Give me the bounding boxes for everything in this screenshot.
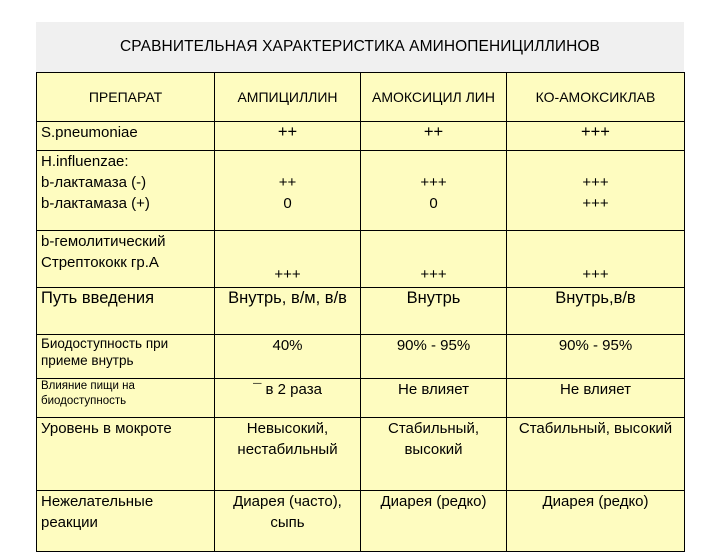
cell-value: Внутрь,в/в [507, 288, 685, 335]
row-label: S.pneumoniae [37, 122, 215, 151]
row-label [37, 151, 215, 231]
header-ampicillin: АМПИЦИЛЛИН [215, 73, 361, 122]
value-line: ++ [278, 174, 297, 191]
row-food-effect [37, 379, 685, 418]
header-coamoxiclav: КО-АМОКСИКЛАВ [507, 73, 685, 122]
cell-value: +++ [215, 231, 361, 288]
label-line: Стрептококк гр.А [41, 254, 159, 271]
cell-value: 90% - 95% [361, 335, 507, 379]
row-hinfluenzae [37, 151, 685, 231]
value-line: +++ [582, 195, 609, 212]
row-streptococcus [37, 231, 685, 288]
row-route [37, 288, 685, 335]
cell-value: Стабильный, высокий [507, 418, 685, 491]
header-drug: ПРЕПАРАТ [37, 73, 215, 122]
header-amoxicillin: АМОКСИЦИЛ ЛИН [361, 73, 507, 122]
cell-value: ++ [215, 122, 361, 151]
row-side-effects [37, 491, 685, 552]
row-label: Биодоступность при приеме внутрь [37, 335, 215, 379]
label-line: H.influenzae: [41, 153, 129, 170]
row-label: Влияние пищи на биодоступность [37, 379, 215, 418]
header-row [37, 73, 685, 122]
row-sputum-level [37, 418, 685, 491]
row-bioavailability [37, 335, 685, 379]
value-line: 0 [429, 195, 438, 212]
cell-value: Внутрь [361, 288, 507, 335]
cell-value: Не влияет [361, 379, 507, 418]
label-line: b-гемолитический [41, 233, 166, 250]
cell-value: +++ [361, 231, 507, 288]
cell-value: Стабильный, высокий [361, 418, 507, 491]
slide-title-box [36, 22, 684, 72]
slide-title: СРАВНИТЕЛЬНАЯ ХАРАКТЕРИСТИКА АМИНОПЕНИЦИЛЛИНОВ [119, 38, 600, 55]
cell-value: Диарея (часто), сыпь [215, 491, 361, 552]
row-label: Путь введения [37, 288, 215, 335]
cell-value: Не влияет [507, 379, 685, 418]
cell-value: Внутрь, в/м, в/в [215, 288, 361, 335]
row-label [37, 231, 215, 288]
cell-value: Диарея (редко) [507, 491, 685, 552]
comparison-table [36, 72, 685, 552]
cell-value [215, 151, 361, 231]
row-label: Нежелательные реакции [37, 491, 215, 552]
label-line: b-лактамаза (+) [41, 195, 150, 212]
cell-value: 90% - 95% [507, 335, 685, 379]
cell-value [361, 151, 507, 231]
row-spneumoniae [37, 122, 685, 151]
cell-value: Диарея (редко) [361, 491, 507, 552]
cell-value: +++ [507, 231, 685, 288]
cell-value: +++ [507, 122, 685, 151]
cell-value: ++ [361, 122, 507, 151]
label-line: b-лактамаза (-) [41, 174, 147, 191]
value-line: 0 [283, 195, 292, 212]
value-line: +++ [582, 174, 609, 191]
cell-value: 40% [215, 335, 361, 379]
cell-value: ¯ в 2 раза [215, 379, 361, 418]
row-label: Уровень в мокроте [37, 418, 215, 491]
value-line: +++ [420, 174, 447, 191]
cell-value [507, 151, 685, 231]
cell-value: Невысокий, нестабильный [215, 418, 361, 491]
